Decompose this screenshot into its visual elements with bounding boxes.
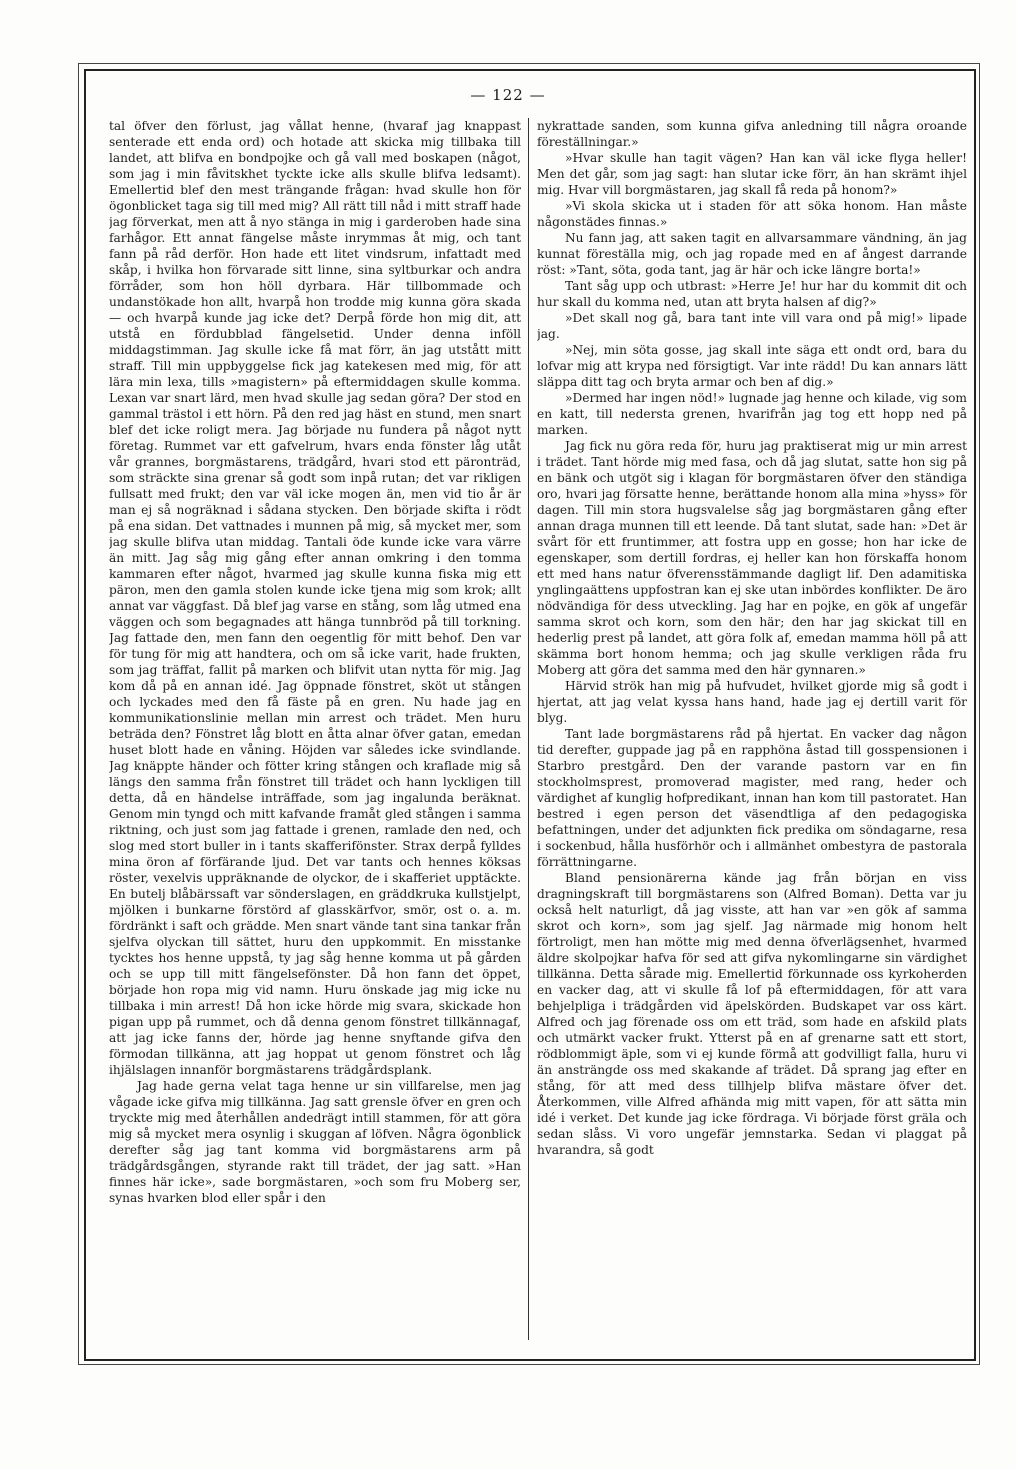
page-number: — 122 —	[470, 86, 546, 104]
paragraph: Jag hade gerna velat taga henne ur sin villfarelse, men jag vågade icke gifva mig tillkänna. Jag satt grensle öfver en gren och tryckte mig med återhållen andedrägt intill stammen, för att göra mig så mycket mera osynlig i skuggan af löfven. Några ögonblick derefter såg jag tant komma vid borgmästarens arm på trädgårdsgången, styrande rakt till trädet, der jag satt. »Han finnes här icke», sade borgmästaren, »och som fru Moberg ser, synas hvarken blod eller spår i den	[109, 1079, 521, 1205]
paragraph: Bland pensionärerna kände jag från början en viss dragningskraft till borgmästarens son (Alfred Boman). Detta var ju också helt naturligt, då jag visste, att han var »en gök af samma skrot och korn», som jag sjelf. Jag närmade mig honom helt förtroligt, men han mötte mig med denna öfverlägsenhet, hvarmed äldre skolpojkar hafva för sed att gifva nykomlingarne sin värdighet tillkänna. Detta sårade mig. Emellertid förkunnade oss kyrkoherden en vacker dag, att vi skulle få lof på eftermiddagen, för att vara behjelpliga i trädgården vid äpelskörden. Budskapet var oss kärt. Alfred och jag förenade oss om ett träd, som hade en afskild plats och utmärkt vacker frukt. Ytterst på en af grenarne satt ett stort, rödblommigt äple, som vi ej kunde förmå att godvilligt falla, huru vi än ansträngde oss med skakande af trädet. Då sprang jag efter en stång, för att med dess tillhjelp blifva mästare öfver det. Återkommen, ville Alfred afhända mig mitt vapen, för att sätta min idé i verket. Det kunde jag icke fördraga. Vi började först gräla och sedan slåss. Vi voro ungefär jemnstarka. Sedan vi plaggat på hvarandra, så godt	[537, 871, 967, 1157]
right-column	[537, 118, 967, 1340]
paragraph: nykrattade sanden, som kunna gifva anledning till några oroande föreställningar.»	[537, 119, 967, 149]
paragraph: Tant såg upp och utbrast: »Herre Je! hur har du kommit dit och hur skall du komma ned, utan att bryta halsen af dig?»	[537, 279, 967, 309]
paragraph: Nu fann jag, att saken tagit en allvarsammare vändning, än jag kunnat föreställa mig, och jag ropade med en af ångest darrande röst: »Tant, söta, goda tant, jag är här och icke längre borta!»	[537, 231, 967, 277]
left-column	[109, 118, 521, 1340]
paragraph: »Dermed har ingen nöd!» lugnade jag henne och kilade, vig som en katt, till nedersta grenen, hvarifrån jag tog ett hopp ned på marken.	[537, 391, 967, 437]
paragraph: Jag fick nu göra reda för, huru jag praktiserat mig ur min arrest i trädet. Tant hörde mig med fasa, och då jag slutat, satte hon sig på en bänk och utgöt sig i klagan för borgmästaren öfver den ständiga oro, hvari jag försatte henne, berättande honom alla mina »hyss» för dagen. Till min stora hugsvalelse såg jag borgmästaren gång efter annan draga munnen till ett leende. Då tant slutat, sade han: »Det är svårt för ett fruntimmer, att fostra upp en gosse; hon har icke de egenskaper, som dertill fordras, ej heller kan hon förskaffa honom ett med hans natur öfverensstämmande dagligt lif. Den adamitiska ynglingaättens uppfostran kan ej ske utan inbördes konflikter. De äro nödvändiga för dess utveckling. Jag har en pojke, en gök af ungefär samma skrot och korn, som den här; den har jag skickat till en hederlig prest på landet, att göra folk af, emedan mamma höll på att skämma bort honom hemma; och jag skulle verkligen råda fru Moberg att göra det samma med den här gynnaren.»	[537, 439, 967, 677]
paragraph: Tant lade borgmästarens råd på hjertat. En vacker dag någon tid derefter, guppade jag på en rapphöna åstad till gosspensionen i Starbro prestgård. Den der varande pastorn var en fin stockholmsprest, promoverad magister, med rang, heder och värdighet af kunglig hofpredikant, innan han kom till pastoratet. Han bestred i egen person det väsendtliga af den pedagogiska befattningen, under det adjunkten fick predika om söndagarne, resa i sockenbud, hålla husförhör och i allmänhet ombestyra de pastorala förrättningarne.	[537, 727, 967, 869]
paragraph: »Nej, min söta gosse, jag skall inte säga ett ondt ord, bara du lofvar mig att krypa ned försigtigt. Var inte rädd! Du kan annars lätt släppa ditt tag och bryta armar och ben af dig.»	[537, 343, 967, 389]
paragraph: tal öfver den förlust, jag vållat henne, (hvaraf jag knappast senterade ett enda ord) och hotade att skicka mig tillbaka till landet, att blifva en bondpojke och gå vall med boskapen (något, som jag i min fåvitskhet tyckte icke alls skulle blifva ledsamt). Emellertid blef den mest trängande frågan: hvad skulle hon för ögonblicket taga sig till med mig? All rätt till nåd i mitt straff hade jag förverkat, men att å nyo stänga in mig i garderoben hade sina farhågor. Ett annat fängelse måste inrymmas åt mig, och tant fann på råd derför. Hon hade ett litet vindsrum, infattadt med skåp, i hvilka hon förvarade sitt linne, sina syltburkar och andra förråder, som hon höll dyrbara. Här tillbommade och undanstökade hon allt, hvarpå hon trodde mig kunna göra skada — och hvarpå kunde jag icke det? Derpå förde hon mig dit, att utstå en fördubblad fängelsetid. Under denna inföll middagstimman. Jag skulle icke få mat förr, än jag utstått mitt straff. Till min uppbyggelse fick jag katekesen med mig, för att lära min lexa, tills »magistern» på eftermiddagen skulle komma. Lexan var snart lärd, men hvad skulle jag sedan göra? Der stod en gammal trästol i ett hörn. På den red jag häst en stund, men snart blef det icke roligt mera. Jag började nu fundera på något nytt företag. Rummet var ett gafvelrum, hvars enda fönster låg utåt vår grannes, borgmästarens, trädgård, hvari stod ett päronträd, som sträckte sina grenar så godt som inpå rutan; det var rikligen fullsatt med frukt; den var väl icke mogen än, men vid tio år är man ej så nogräknad i sådana stycken. Den började skifta i rödt på ena sidan. Det vattnades i munnen på mig, så mycket mer, som jag skulle blifva utan middag. Tantali öde kunde icke vara värre än mitt. Jag såg mig gång efter annan omkring i den tomma kammaren efter något, hvarmed jag skulle kunna fiska mig ett päron, men den gamla stolen kunde icke tjena mig som krok; allt annat var väggfast. Då blef jag varse en stång, som låg utmed ena väggen och som begagnades att hänga tunnbröd på till torkning. Jag fattade den, men fann den oegentlig för mitt behof. Den var för tung för mig att handtera, och om så icke varit, hade frukten, som jag träffat, fallit på marken och blifvit utan nytta för mig. Jag kom då på en annan idé. Jag öppnade fönstret, sköt ut stången och lyckades med den få fäste på en gren. Nu hade jag en kommunikationslinie mellan min arrest och trädet. Men huru beträda den? Fönstret låg blott en åtta alnar öfver gatan, emedan huset blott hade en våning. Höjden var således icke svindlande. Jag knäppte händer och fötter kring stången och kraflade mig så längs den samma från fönstret till trädet och hann lyckligen till detta, då en händelse inträffade, som jag ingalunda beräknat. Genom min tyngd och mitt kafvande framåt gled stången i samma riktning, och just som jag fattade i grenen, ramlade den ned, och slog med stort buller in i tants skafferifönster. Strax derpå fylldes mina öron af förfärande ljud. Det var tants och hennes köksas röster, vexelvis uppräknande de olyckor, de i skafferiet upptäckte. En butelj blåbärssaft var sönderslagen, en gräddkruka kullstjelpt, mjölken i bunkarne förstörd af glasskärfvor, smör, ost o. a. m. fördränkt i saft och grädde. Men snart vände tant sina tankar från sjelfva olyckan till sättet, huru den uppkommit. En misstanke tycktes hos henne uppstå, ty jag såg henne komma ut på gården och se upp till mitt fängelsefönster. Då hon fann det öppet, började hon ropa mig vid namn. Huru önskade jag mig icke nu tillbaka i min arrest! Då hon icke hörde mig svara, skickade hon pigan upp på rummet, och då denna genom fönstret tillkännagaf, att jag icke fanns der, hörde jag henne snyftande gifva den förmodan tillkänna, att jag hoppat ut genom fönstret och låg ihjälslagen innanför borgmästarens trädgårdsplank.	[109, 119, 521, 1077]
paragraph: »Vi skola skicka ut i staden för att söka honom. Han måste någonstädes finnas.»	[537, 199, 967, 229]
paragraph: Härvid strök han mig på hufvudet, hvilket gjorde mig så godt i hjertat, att jag velat kyssa hans hand, hade jag ej dertill varit för blyg.	[537, 679, 967, 725]
column-divider	[528, 118, 529, 1340]
paragraph: »Hvar skulle han tagit vägen? Han kan väl icke flyga heller! Men det går, som jag sagt: han slutar icke förr, än han skrämt ihjel mig. Hvar vill borgmästaren, jag skall få reda på honom?»	[537, 151, 967, 197]
paragraph: »Det skall nog gå, bara tant inte vill vara ond på mig!» lipade jag.	[537, 311, 967, 341]
